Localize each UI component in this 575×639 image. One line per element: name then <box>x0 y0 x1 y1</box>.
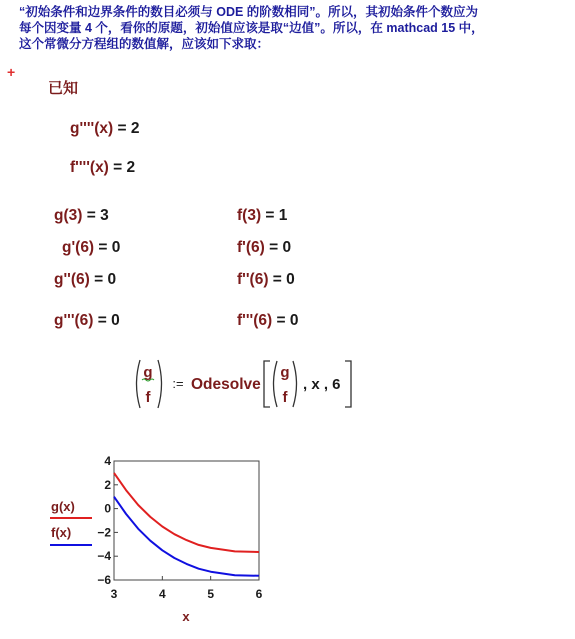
x-tick-label: 6 <box>255 587 263 601</box>
crosshair-icon: + <box>7 64 16 80</box>
equation-lhs: f''(6) <box>237 271 269 288</box>
equation-f-second-at-6[interactable] <box>237 271 295 289</box>
equation-rhs: = 0 <box>98 239 121 256</box>
tick-layer <box>97 454 262 601</box>
vector-entry-g[interactable]: g <box>143 364 153 381</box>
equation-g-4th-derivative[interactable] <box>70 120 139 138</box>
odesolve-assignment[interactable] <box>132 358 392 410</box>
assign-operator: := <box>172 376 184 391</box>
intro-line-2: 每个因变量 4 个，看你的原题，初始值应该是取“边值”。所以，在 mathcad 15 中， <box>19 21 484 35</box>
right-paren <box>158 360 162 408</box>
x-tick-label: 4 <box>158 587 166 601</box>
left-bracket <box>264 361 270 407</box>
equation-lhs: f''''(x) <box>70 159 109 176</box>
equation-f-prime-at-6[interactable] <box>237 239 291 257</box>
equation-rhs: = 0 <box>97 312 120 329</box>
y-tick-label: −4 <box>97 549 111 564</box>
equation-f-third-at-6[interactable] <box>237 312 298 330</box>
equation-rhs: = 0 <box>269 239 292 256</box>
arg-right-paren <box>293 361 297 407</box>
equation-lhs: g'''(6) <box>54 312 94 329</box>
equation-lhs: g''''(x) <box>70 120 114 137</box>
intro-text <box>19 4 571 52</box>
legend-f-label: f(x) <box>51 525 72 540</box>
intro-line-3: 这个常微分方程组的数值解，应该如下求取： <box>19 37 270 51</box>
y-tick-label: −2 <box>97 525 111 540</box>
left-paren <box>137 360 141 408</box>
arg-entry-g[interactable]: g <box>280 364 290 381</box>
right-bracket <box>345 361 351 407</box>
equation-rhs: = 0 <box>272 271 295 288</box>
series-line-f <box>114 497 259 576</box>
equation-g-second-at-6[interactable] <box>54 271 116 289</box>
equation-rhs: = 1 <box>265 207 288 224</box>
series-line-g <box>114 473 259 552</box>
equation-rhs: = 0 <box>94 271 117 288</box>
odesolve-function[interactable]: Odesolve <box>191 376 261 393</box>
equation-lhs: g(3) <box>54 207 83 224</box>
equation-g-prime-at-6[interactable] <box>62 239 120 257</box>
vector-entry-f[interactable]: f <box>145 389 151 406</box>
equation-rhs: = 0 <box>276 312 299 329</box>
equation-lhs: g''(6) <box>54 271 90 288</box>
equation-rhs: = 3 <box>86 207 109 224</box>
arg-entry-f[interactable]: f <box>282 389 288 406</box>
equation-lhs: f(3) <box>237 207 262 224</box>
equation-g-at-3[interactable] <box>54 207 109 225</box>
y-tick-label: 2 <box>104 477 111 492</box>
x-axis-label: x <box>182 609 190 624</box>
equation-lhs: g'(6) <box>62 239 95 256</box>
y-tick-label: −6 <box>97 573 111 587</box>
y-tick-label: 4 <box>104 454 111 468</box>
equation-f-at-3[interactable] <box>237 207 287 225</box>
given-label: 已知 <box>48 79 79 97</box>
legend-g-label: g(x) <box>51 499 75 514</box>
equation-lhs: f'''(6) <box>237 312 273 329</box>
equation-lhs: f'(6) <box>237 239 265 256</box>
arg-left-paren <box>274 361 278 407</box>
equation-f-4th-derivative[interactable] <box>70 159 135 177</box>
x-tick-label: 5 <box>207 587 215 601</box>
y-tick-label: 0 <box>104 501 111 516</box>
equation-rhs: = 2 <box>117 120 140 137</box>
odesolve-args: , x , 6 <box>303 376 341 393</box>
intro-line-1: “初始条件和边界条件的数目必须与 ODE 的阶数相同”。所以，其初始条件个数应为 <box>19 5 479 19</box>
equation-g-third-at-6[interactable] <box>54 312 120 330</box>
x-tick-label: 3 <box>110 587 118 601</box>
equation-rhs: = 2 <box>113 159 136 176</box>
series-layer <box>114 473 259 576</box>
plot-frame[interactable] <box>114 461 259 580</box>
